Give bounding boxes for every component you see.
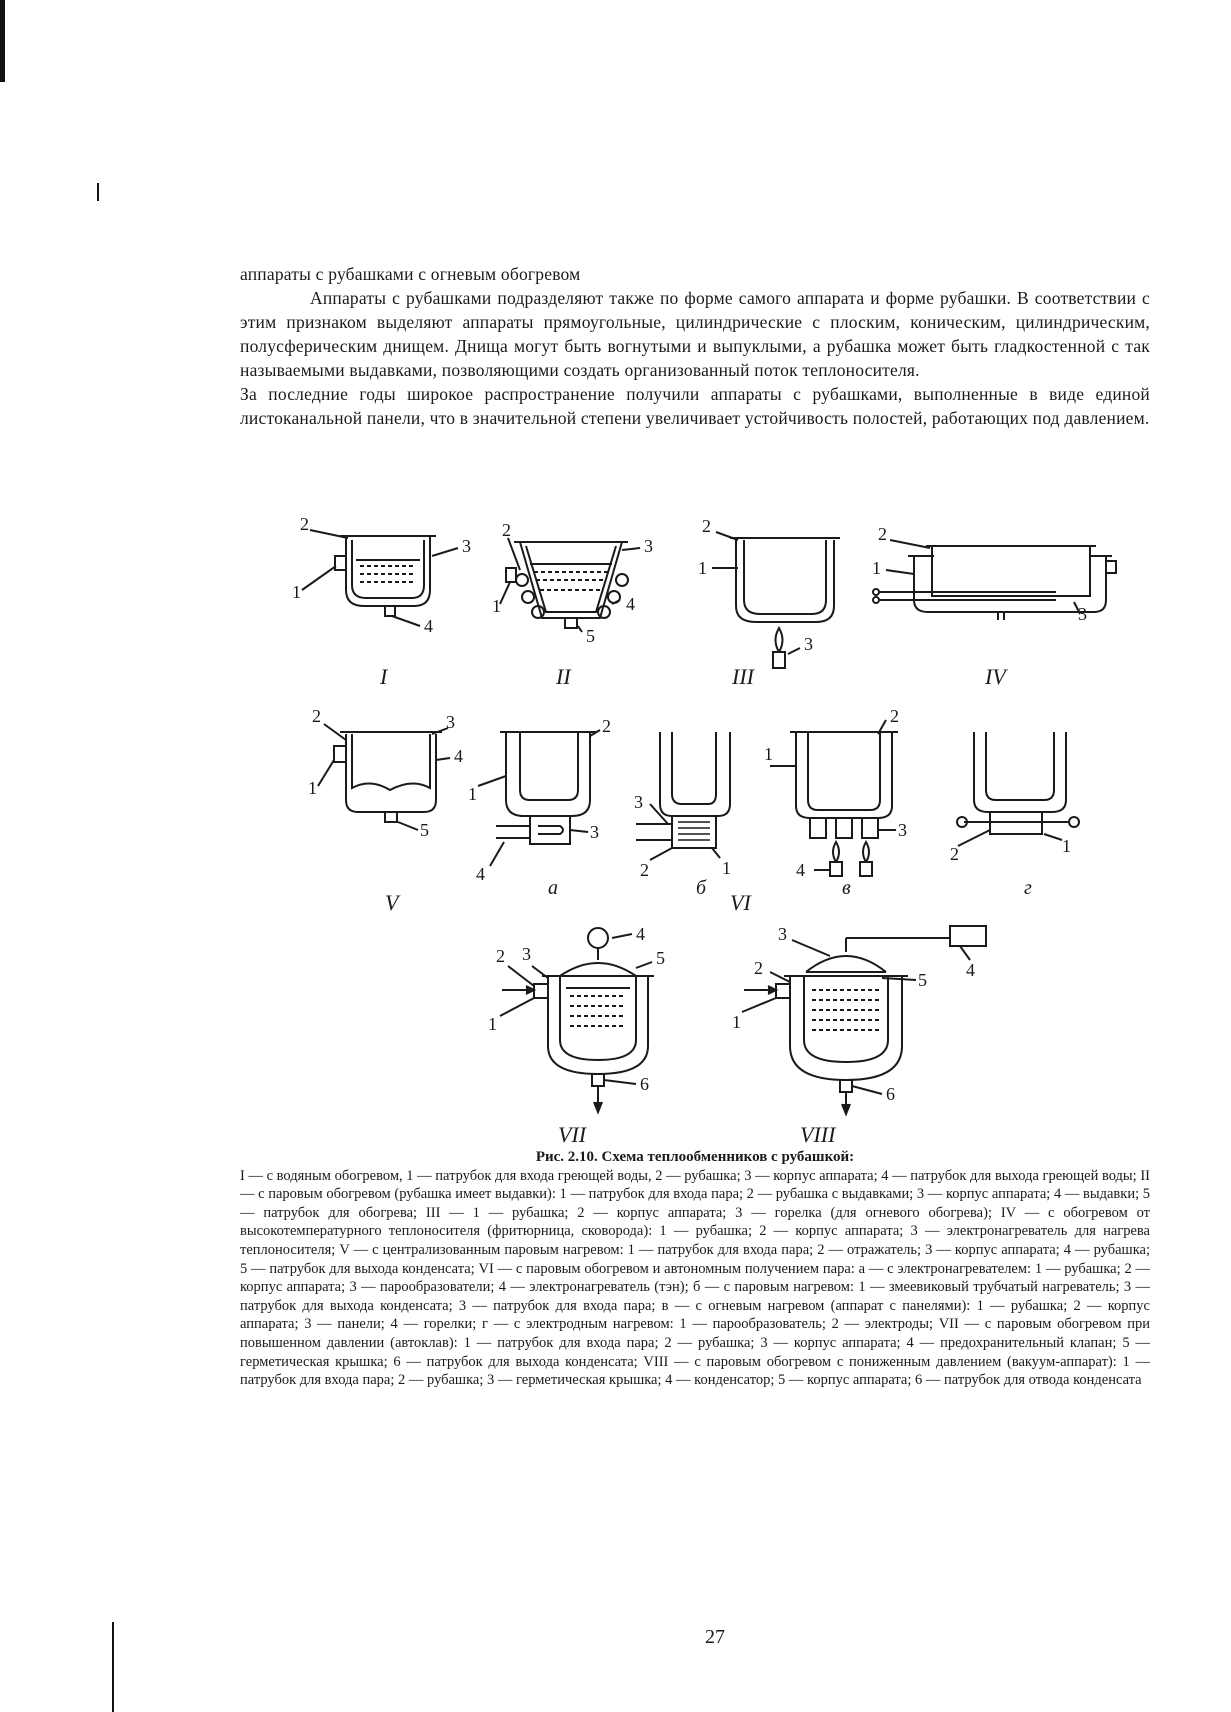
num-III-2: 2: [702, 516, 711, 536]
num-IV-2: 2: [878, 524, 887, 544]
paragraph-panel-jackets: За последние годы широкое распространение получили аппараты с рубашками, выполненные в виде единой листоканальной панели, что в значительной степени увеличивает устойчивость полостей, работающих под давлением.: [240, 384, 1150, 428]
num-VII-5: 5: [656, 948, 665, 968]
label-II: II: [556, 664, 571, 689]
num-IV-1: 1: [872, 558, 881, 578]
diagram-VIII: [742, 926, 986, 1114]
label-VI-v: в: [842, 877, 851, 899]
label-IV: IV: [985, 664, 1006, 689]
num-I-3: 3: [462, 536, 471, 556]
num-V-3: 3: [446, 712, 455, 732]
label-VII: VII: [558, 1122, 587, 1147]
label-VI-a: а: [548, 877, 558, 899]
num-VIII-1: 1: [732, 1012, 741, 1032]
num-III-3: 3: [804, 634, 813, 654]
paragraph-continuation: аппараты с рубашками с огневым обогревом: [240, 264, 581, 284]
num-VII-1: 1: [488, 1014, 497, 1034]
label-VI-g: г: [1024, 877, 1032, 899]
num-VIII-5: 5: [918, 970, 927, 990]
diagram-I: [302, 530, 458, 626]
label-VI: VI: [730, 890, 751, 915]
num-VIa-3: 3: [590, 822, 599, 842]
diagram-V: [318, 724, 450, 830]
num-VIa-2: 2: [602, 716, 611, 736]
paragraph-jacket-shapes: Аппараты с рубашками подразделяют также по форме самого аппарата и форме рубашки. В соответствии с этим признаком выделяют аппараты прямоугольные, цилиндрические с плоским, коническим, цилиндрическим, полусферическим днищем. Днища могут быть вогнутыми и выпуклыми, а рубашка может быть гладкостенной с так называемыми выдавками, позволяющими создать организованный поток теплоносителя.: [240, 288, 1150, 380]
num-VIv-3: 3: [898, 820, 907, 840]
num-II-1: 1: [492, 596, 501, 616]
num-VII-2: 2: [496, 946, 505, 966]
num-VIv-1: 1: [764, 744, 773, 764]
num-VIg-2: 2: [950, 844, 959, 864]
num-VIb-2: 2: [640, 860, 649, 880]
num-II-3: 3: [644, 536, 653, 556]
num-VIb-1: 1: [722, 858, 731, 878]
scan-edge-mark-bottom: [112, 1622, 114, 1712]
num-V-2: 2: [312, 706, 321, 726]
diagram-VI-g: [957, 732, 1079, 846]
num-II-2: 2: [502, 520, 511, 540]
num-VII-3: 3: [522, 944, 531, 964]
label-V: V: [385, 890, 399, 915]
num-III-1: 1: [698, 558, 707, 578]
label-I: I: [380, 664, 388, 689]
diagram-VI-v: [770, 720, 898, 876]
num-VIII-3: 3: [778, 924, 787, 944]
page-number: 27: [705, 1626, 725, 1648]
num-I-4: 4: [424, 616, 433, 636]
diagram-III: [712, 532, 840, 668]
num-I-2: 2: [300, 514, 309, 534]
num-VIII-6: 6: [886, 1084, 895, 1104]
num-VIII-2: 2: [754, 958, 763, 978]
num-II-4: 4: [626, 594, 635, 614]
num-VIv-2: 2: [890, 706, 899, 726]
num-V-5: 5: [420, 820, 429, 840]
caption-title: Рис. 2.10. Схема теплообменников с рубашкой:: [535, 1149, 855, 1165]
caption-body: I — с водяным обогревом, 1 — патрубок для входа греющей воды, 2 — рубашка; 3 — корпус аппарата; 4 — патрубок для выхода греющей воды; II — с паровым обогревом (рубашка имеет выдавки): 1 — патрубок для входа пара; 2 — рубашка с выдавками; 3 — корпус аппарата; 4 — выдавки; 5 — патрубок для обогрева; III — 1 — рубашка; 2 — корпус аппарата; 3 — горелка (для огневого обогрева); IV — с обогревом от высокотемпературного теплоносителя (фритюрница, сковорода): 1 — рубашка; 2 — корпус аппарата; 3 — электронагреватель для нагрева теплоносителя; V — с централизованным паровым нагревом: 1 — патрубок для входа пара; 2 — отражатель; 3 — корпус аппарата; 4 — рубашка; 5 — патрубок для выхода конденсата; VI — с паровым обогревом и автономным получением пара: а — с электронагревателем: 1 — рубашка; 2 — корпус аппарата; 3 — парообразователи; 4 — электронагреватель (тэн); б — с паровым нагревом: 1 — змеевиковый трубчатый нагреватель; 3 — патрубок для выхода конденсата; 3 — патрубок для входа пара; в — с огневым нагревом (аппарат с панелями): 1 — рубашка; 2 — корпус аппарата; 3 — панели; 4 — горелки; г — с электродным нагревом: 1 — парообразователь; 2 — электроды; VII — с паровым обогревом при повышенном давлении (автоклав): 1 — патрубок для входа пара; 2 — рубашка; 3 — корпус аппарата; 4 — предохранительный клапан; 5 — герметическая крышка; 6 — патрубок для выхода конденсата; VIII — с паровым обогревом с пониженным давлением (вакуум-аппарат): 1 — патрубок для входа пара; 2 — рубашка; 3 — герметическая крышка; 4 — конденсатор; 5 — корпус аппарата; 6 — патрубок для отвода конденсата: [240, 1167, 1150, 1389]
label-III: III: [732, 664, 754, 689]
num-VIb-3: 3: [634, 792, 643, 812]
diagram-VI-b: [636, 732, 730, 860]
num-VII-6: 6: [640, 1074, 649, 1094]
num-V-4: 4: [454, 746, 463, 766]
num-VIa-1: 1: [468, 784, 477, 804]
num-IV-3: 3: [1078, 604, 1087, 624]
num-V-1: 1: [308, 778, 317, 798]
num-VIII-4: 4: [966, 960, 975, 980]
num-II-5: 5: [586, 626, 595, 646]
diagram-II: [500, 538, 640, 632]
label-VIII: VIII: [800, 1122, 836, 1147]
num-VII-4: 4: [636, 924, 645, 944]
num-VIg-1: 1: [1062, 836, 1071, 856]
label-VI-b: б: [696, 877, 707, 899]
figure-caption: [240, 1148, 1150, 1390]
diagram-VI-a: [478, 730, 600, 866]
num-VIv-4: 4: [796, 860, 805, 880]
num-I-1: 1: [292, 582, 301, 602]
num-VIa-4: 4: [476, 864, 485, 884]
